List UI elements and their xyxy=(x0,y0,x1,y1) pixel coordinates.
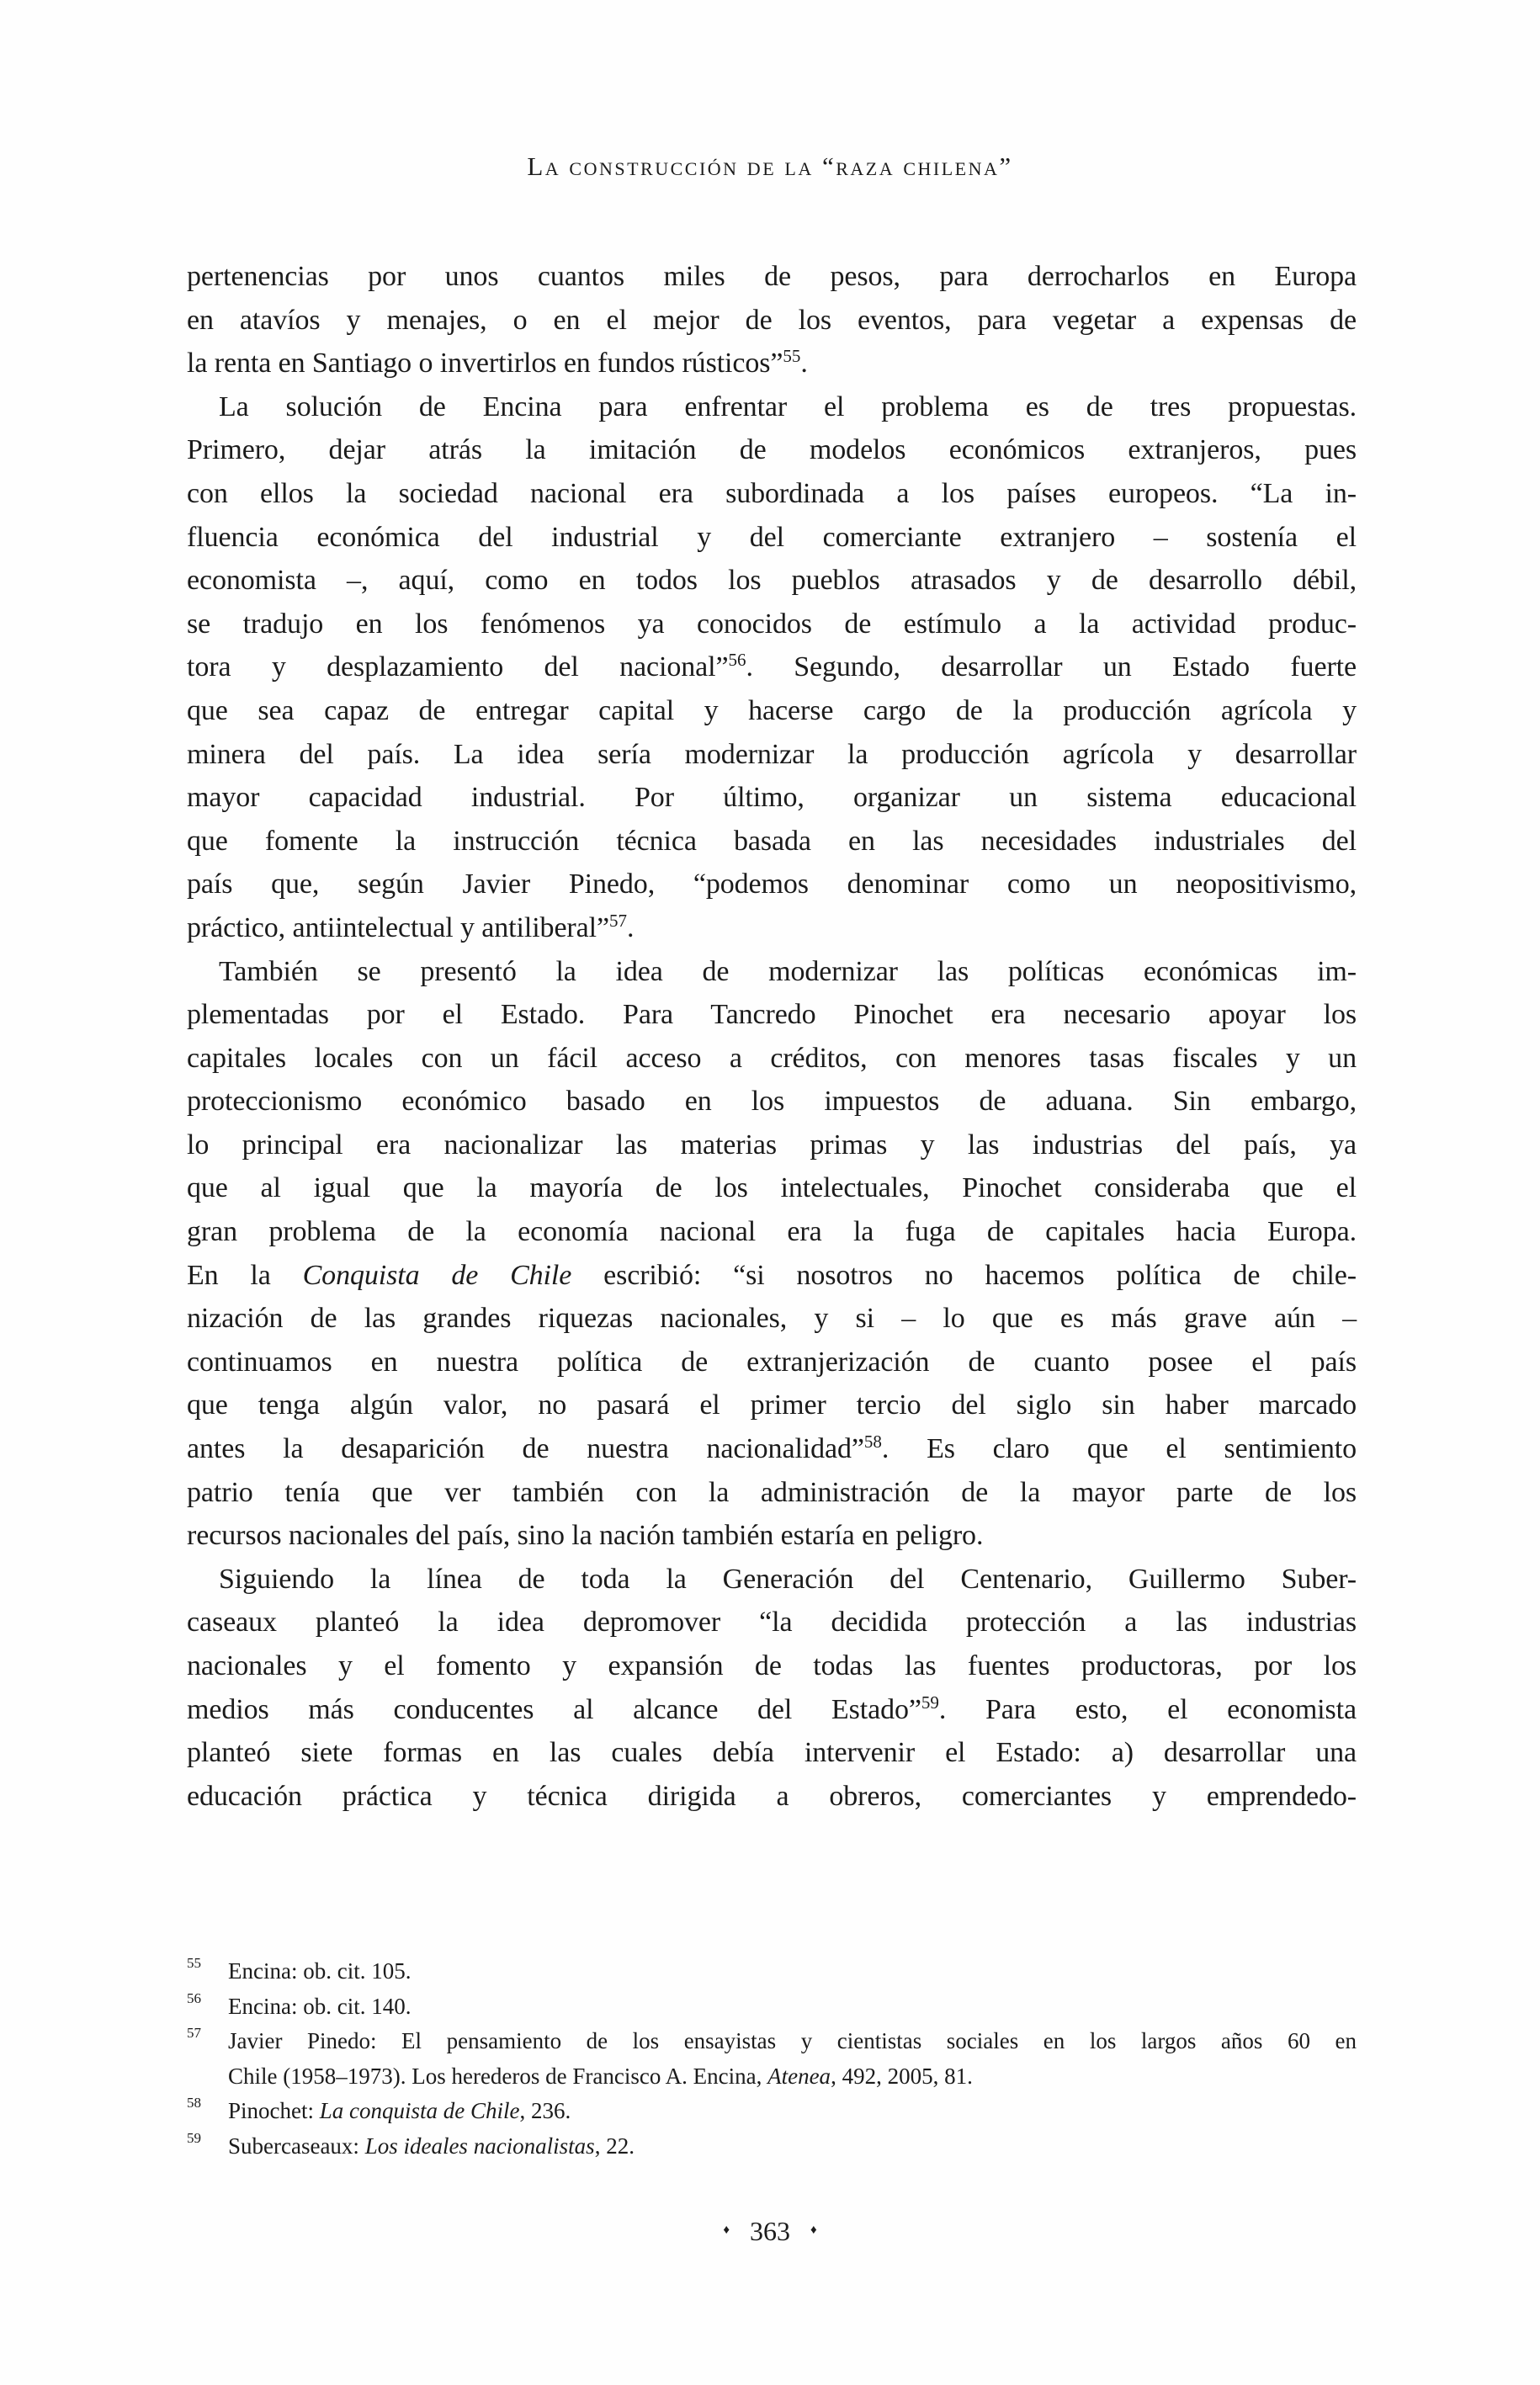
body-line: práctico, antiintelectual y antiliberal”$^{57}$. xyxy=(187,910,635,943)
footer-bullet-left: ♦ xyxy=(723,2223,730,2237)
body-line: recursos nacionales del país, sino la nación también estaría en peligro. xyxy=(187,1520,984,1552)
running-head: La construcción de la “raza chilena” xyxy=(527,151,1013,181)
footnote-number: 58 xyxy=(187,2095,201,2111)
body-line: También se presentó la idea de modernizar las políticas económicas im- xyxy=(219,955,1357,987)
footnote-number: 56 xyxy=(187,1989,201,2006)
footnote-number: 55 xyxy=(187,1955,201,1971)
body-line: tora y desplazamiento del nacional”$^{56}$. Segundo, desarrollar un Estado fuerte xyxy=(187,650,1357,683)
footnotes xyxy=(187,1954,1357,2165)
body-line: lo principal era nacionalizar las materias primas y las industrias del país, ya xyxy=(187,1129,1357,1161)
body-line: educación práctica y técnica dirigida a obreros, comerciantes y emprendedo- xyxy=(187,1780,1357,1812)
body-line: plementadas por el Estado. Para Tancredo Pinochet era necesario apoyar los xyxy=(187,999,1357,1031)
body-line: capitales locales con un fácil acceso a créditos, con menores tasas fiscales y un xyxy=(187,1042,1357,1074)
footnote-line: 58 Pinochet: La conquista de Chile, 236. xyxy=(187,2095,571,2124)
footnote-line: Chile (1958–1973). Los herederos de Francisco A. Encina, Atenea, 492, 2005, 81. xyxy=(228,2063,973,2089)
body-line: que sea capaz de entregar capital y hacerse cargo de la producción agrícola y xyxy=(187,694,1357,726)
page-footer xyxy=(0,2216,1540,2247)
body-line: nización de las grandes riquezas nacionales, y si – lo que es más grave aún – xyxy=(187,1303,1357,1335)
body-line: se tradujo en los fenómenos ya conocidos de estímulo a la actividad produc- xyxy=(187,608,1357,640)
body-line: minera del país. La idea sería modernizar la producción agrícola y desarrollar xyxy=(187,738,1357,770)
body-line: patrio tenía que ver también con la administración de la mayor parte de los xyxy=(187,1476,1357,1508)
body-line: medios más conducentes al alcance del Estado”$^{59}$. Para esto, el economista xyxy=(187,1692,1357,1725)
body-line: En la Conquista de Chile escribió: “si nosotros no hacemos política de chile- xyxy=(187,1259,1357,1291)
footnote-line: 59 Subercaseaux: Los ideales nacionalistas, 22. xyxy=(187,2129,635,2159)
body-line: La solución de Encina para enfrentar el problema es de tres propuestas. xyxy=(219,390,1357,422)
body-line: planteó siete formas en las cuales debía intervenir el Estado: a) desarrollar una xyxy=(187,1737,1357,1769)
body-line: mayor capacidad industrial. Por último, organizar un sistema educacional xyxy=(187,782,1357,814)
footnote-number: 57 xyxy=(187,2025,201,2042)
footer-bullet-right: ♦ xyxy=(810,2223,817,2237)
paragraph xyxy=(187,1558,1357,1819)
body-line: nacionales y el fomento y expansión de todas las fuentes productoras, por los xyxy=(187,1650,1357,1681)
body-line: la renta en Santiago o invertirlos en fundos rústicos”$^{55}$. xyxy=(187,346,808,380)
body-line: fluencia económica del industrial y del comerciante extranjero – sostenía el xyxy=(187,521,1357,553)
body-line: caseaux planteó la idea depromover “la decidida protección a las industrias xyxy=(187,1607,1357,1639)
footnote-line: 55 Encina: ob. cit. 105. xyxy=(187,1955,412,1984)
body-line: proteccionismo económico basado en los impuestos de aduana. Sin embargo, xyxy=(187,1086,1357,1118)
body-line: en atavíos y menajes, o en el mejor de los eventos, para vegetar a expensas de xyxy=(187,304,1357,336)
body-line: Siguiendo la línea de toda la Generación del Centenario, Guillermo Suber- xyxy=(219,1563,1357,1595)
body-line: economista –, aquí, como en todos los pueblos atrasados y de desarrollo débil, xyxy=(187,565,1357,597)
paragraph xyxy=(187,950,1357,1558)
footnote-line: 57 Javier Pinedo: El pensamiento de los ensayistas y cientistas sociales en los largos años 60 en xyxy=(187,2025,1357,2054)
paragraph xyxy=(187,255,1357,385)
footnote-line: 56 Encina: ob. cit. 140. xyxy=(187,1989,412,2019)
page-number: 363 xyxy=(750,2216,790,2246)
footnote-number: 59 xyxy=(187,2129,201,2146)
body-line: continuamos en nuestra política de extranjerización de cuanto posee el país xyxy=(187,1346,1357,1378)
body-line: gran problema de la economía nacional era la fuga de capitales hacia Europa. xyxy=(187,1216,1357,1248)
body-line: que tenga algún valor, no pasará el primer tercio del siglo sin haber marcado xyxy=(187,1389,1357,1421)
body-line: con ellos la sociedad nacional era subordinada a los países europeos. “La in- xyxy=(187,477,1357,509)
body-line: que fomente la instrucción técnica basada en las necesidades industriales del xyxy=(187,825,1357,857)
paragraph xyxy=(187,385,1357,950)
body-line: antes la desaparición de nuestra nacionalidad”$^{58}$. Es claro que el sentimiento xyxy=(187,1432,1357,1465)
body-text xyxy=(187,255,1357,1818)
body-line: pertenencias por unos cuantos miles de pesos, para derrocharlos en Europa xyxy=(187,261,1357,292)
body-line: Primero, dejar atrás la imitación de modelos económicos extranjeros, pues xyxy=(187,434,1357,466)
body-line: país que, según Javier Pinedo, “podemos denominar como un neopositivismo, xyxy=(187,868,1357,900)
body-line: que al igual que la mayoría de los intelectuales, Pinochet consideraba que el xyxy=(187,1172,1357,1204)
